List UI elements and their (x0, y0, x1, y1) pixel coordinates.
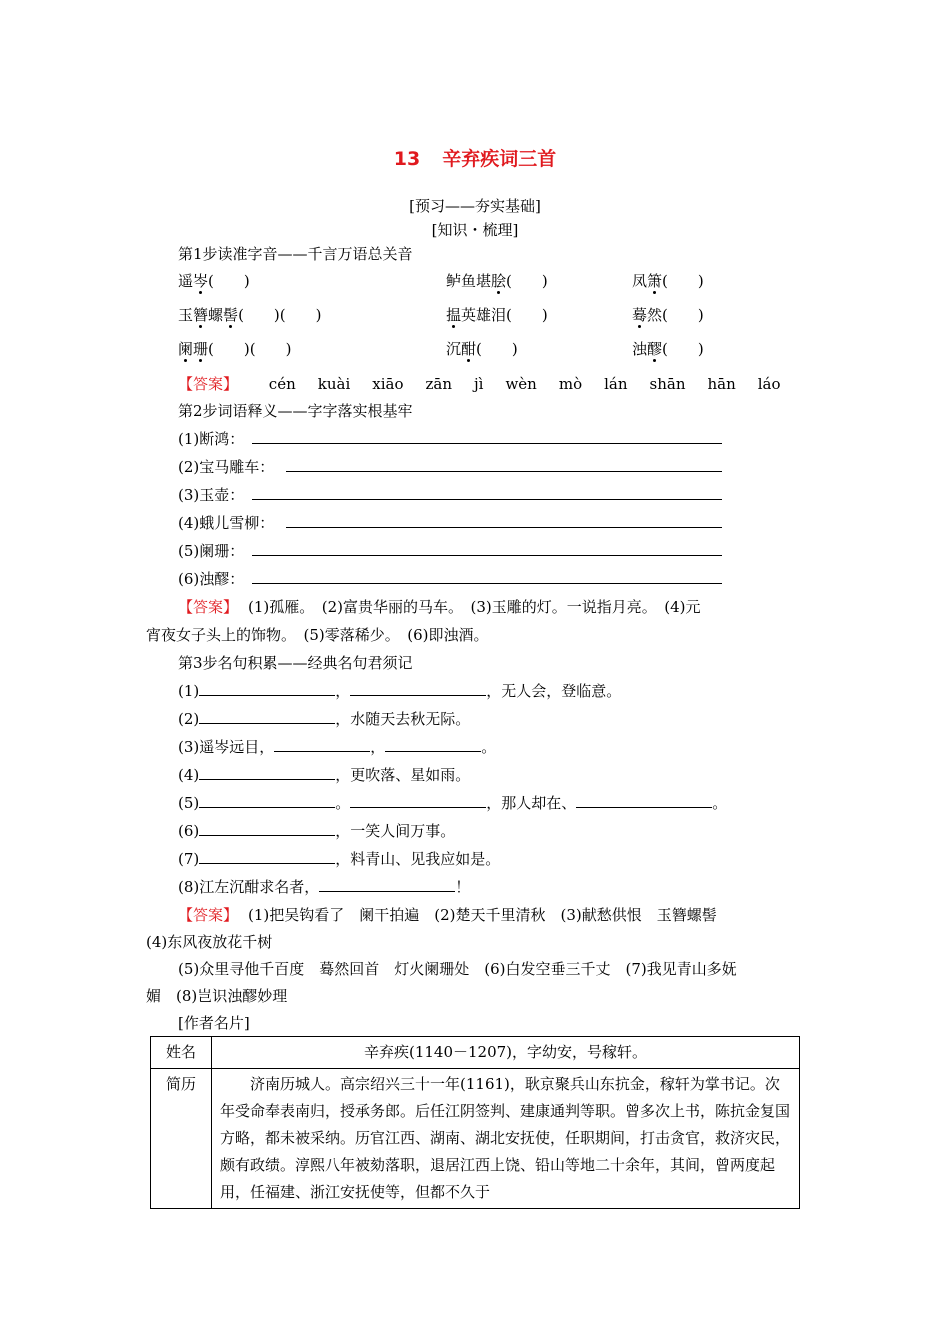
quote-item: (8)江左沉酣求名者， ！ (178, 878, 471, 896)
step3-answer: 【答案】 (1)把吴钩看了 阑干拍遍 (2)楚天千里清秋 (3)献愁供恨 玉簪螺髻 (178, 906, 717, 924)
quote-item: (1) ， ，无人会，登临意。 (178, 682, 622, 700)
lesson-number: 13 (393, 148, 421, 170)
table-row (151, 1037, 800, 1069)
pron-item: 玉簪螺髻( )( ) (178, 306, 322, 324)
table-key: 简历 (151, 1069, 212, 1209)
quote-item: (3)遥岑远目， ， 。 (178, 738, 497, 756)
step2-answer: 【答案】 (1)孤雁。 (2)富贵华丽的马车。 (3)玉雕的灯。一说指月亮。 (4)元 (178, 598, 701, 616)
answer-line (252, 443, 722, 444)
pron-item: 浊醪( ) (632, 340, 704, 358)
answer-line (252, 499, 722, 500)
answer-line (252, 583, 722, 584)
step3-heading: 第3步名句积累——经典名句君须记 (178, 654, 413, 672)
definition-item: (2)宝马雕车： (178, 458, 275, 476)
definition-item: (3)玉壶： (178, 486, 245, 504)
step3-answer-cont: (5)众里寻他千百度 蓦然回首 灯火阑珊处 (6)白发空垂三千丈 (7)我见青山多妩 (178, 960, 737, 978)
table-value: 辛弃疾(1140－1207)，字幼安，号稼轩。 (212, 1037, 800, 1069)
table-key: 姓名 (151, 1037, 212, 1069)
quote-item: (6) ，一笑人间万事。 (178, 822, 456, 840)
step3-answer-cont: (4)东风夜放花千树 (146, 933, 273, 951)
answer-line (252, 555, 722, 556)
definition-item: (4)蛾儿雪柳： (178, 514, 275, 532)
step2-heading: 第2步词语释义——字字落实根基牢 (178, 402, 413, 420)
pron-item: 鲈鱼堪脍( ) (446, 272, 548, 290)
page-title (0, 144, 950, 171)
pron-item: 阑珊( )( ) (178, 340, 292, 358)
quote-item: (4) ，更吹落、星如雨。 (178, 766, 471, 784)
table-row (151, 1069, 800, 1209)
answer-line (286, 527, 722, 528)
section-preview: [预习——夯实基础] (409, 197, 541, 215)
pron-item: 遥岑( ) (178, 272, 250, 290)
step3-answer-cont: 媚 (8)岂识浊醪妙理 (146, 987, 288, 1005)
pron-item: 沉酣( ) (446, 340, 518, 358)
lesson-title: 辛弃疾词三首 (442, 148, 557, 170)
step1-heading: 第1步读准字音——千言万语总关音 (178, 245, 413, 263)
step2-answer-cont: 宵夜女子头上的饰物。 (5)零落稀少。 (6)即浊酒。 (146, 626, 489, 644)
quote-item: (5) 。 ，那人却在、 。 (178, 794, 728, 812)
pron-item: 蓦然( ) (632, 306, 704, 324)
definition-item: (6)浊醪： (178, 570, 245, 588)
author-heading: [作者名片] (178, 1014, 250, 1032)
quote-item: (7) ，料青山、见我应如是。 (178, 850, 501, 868)
definition-item: (5)阑珊： (178, 542, 245, 560)
answer-label: 【答案】 (178, 375, 239, 393)
quote-item: (2) ，水随天去秋无际。 (178, 710, 471, 728)
pron-item: 揾英雄泪( ) (446, 306, 548, 324)
pron-item: 凤箫( ) (632, 272, 704, 290)
step1-answer: 【答案】 cén kuài xiāo zān jì wèn mò lán shān hān láo (178, 375, 781, 393)
table-value: 济南历城人。高宗绍兴三十一年(1161)，耿京聚兵山东抗金，稼轩为掌书记。次年受命奉表南归，授承务郎。后任江阴签判、建康通判等职。曾多次上书，陈抗金复国方略，都未被采纳。历官江西、湖南、湖北安抚使，任职期间，打击贪官，救济灾民，颇有政绩。淳熙八年被劾落职，退居江西上饶、铅山等地二十余年，其间，曾两度起用，任福建、浙江安抚使等，但都不久于 (212, 1069, 800, 1209)
section-knowledge: [知识・梳理] (431, 221, 519, 239)
definition-item: (1)断鸿： (178, 430, 245, 448)
author-table (150, 1036, 800, 1209)
answer-line (286, 471, 722, 472)
